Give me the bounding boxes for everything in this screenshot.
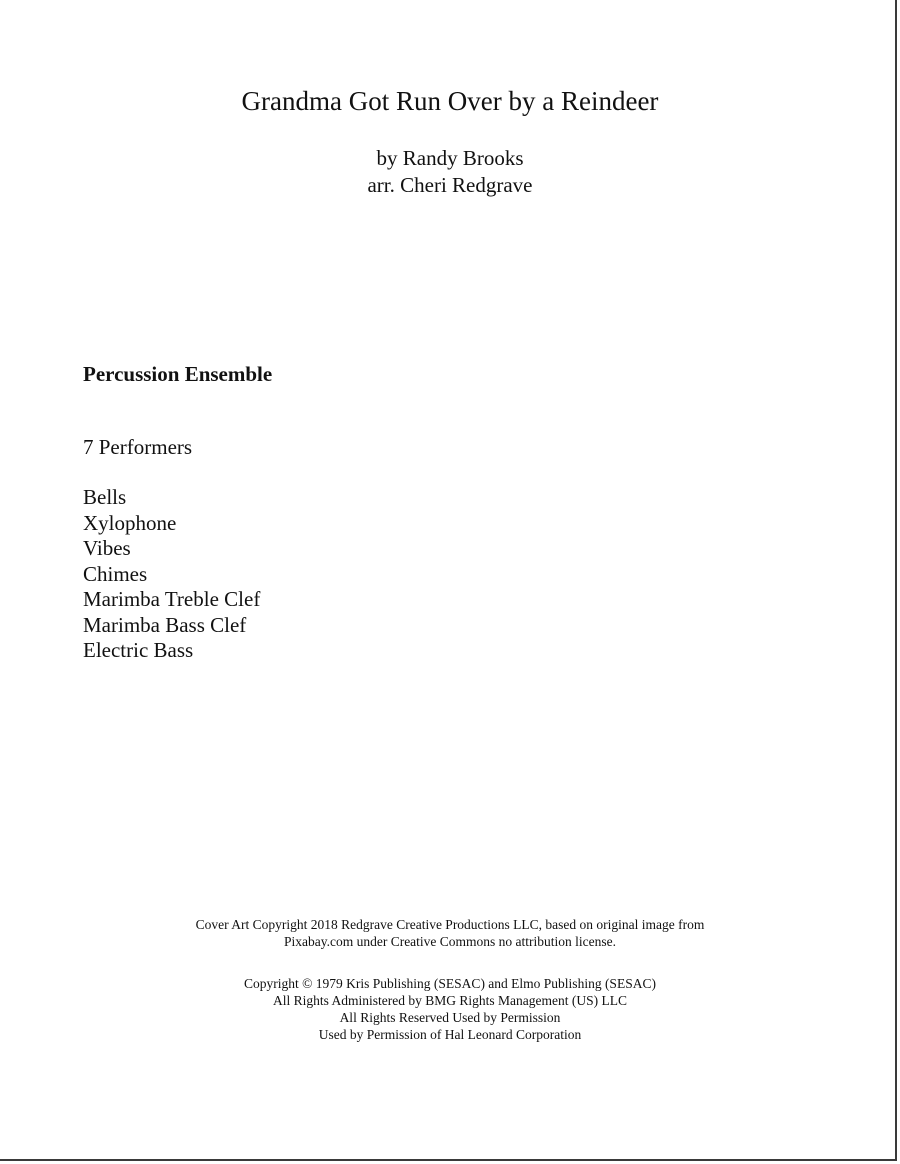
- composer-credit: by Randy Brooks: [376, 146, 524, 170]
- ensemble-heading: Percussion Ensemble: [83, 362, 273, 386]
- performer-count: 7 Performers: [83, 435, 193, 459]
- instrument-item: Xylophone: [83, 510, 177, 535]
- cover-art-notice: [0, 916, 900, 950]
- copyright-notice: [0, 975, 900, 1043]
- instrument-item: Chimes: [83, 561, 148, 586]
- copyright-line: All Rights Administered by BMG Rights Management (US) LLC: [273, 993, 627, 1008]
- cover-art-line: Pixabay.com under Creative Commons no attribution license.: [283, 934, 617, 949]
- instrument-list: [83, 485, 260, 664]
- copyright-line: All Rights Reserved Used by Permission: [339, 1010, 561, 1025]
- instrument-item: Electric Bass: [83, 638, 194, 662]
- instrument-item: Marimba Bass Clef: [83, 612, 247, 637]
- instrument-item: Vibes: [83, 536, 131, 560]
- instrument-item: Bells: [83, 485, 127, 509]
- cover-art-line: Cover Art Copyright 2018 Redgrave Creative Productions LLC, based on original image from: [195, 917, 705, 932]
- copyright-line: Copyright © 1979 Kris Publishing (SESAC) and Elmo Publishing (SESAC): [244, 976, 656, 991]
- instrument-item: Marimba Treble Clef: [83, 587, 261, 611]
- copyright-line: Used by Permission of Hal Leonard Corporation: [318, 1027, 582, 1042]
- piece-title: Grandma Got Run Over by a Reindeer: [241, 86, 659, 116]
- arranger-credit: arr. Cheri Redgrave: [367, 173, 533, 197]
- credits: [0, 145, 900, 199]
